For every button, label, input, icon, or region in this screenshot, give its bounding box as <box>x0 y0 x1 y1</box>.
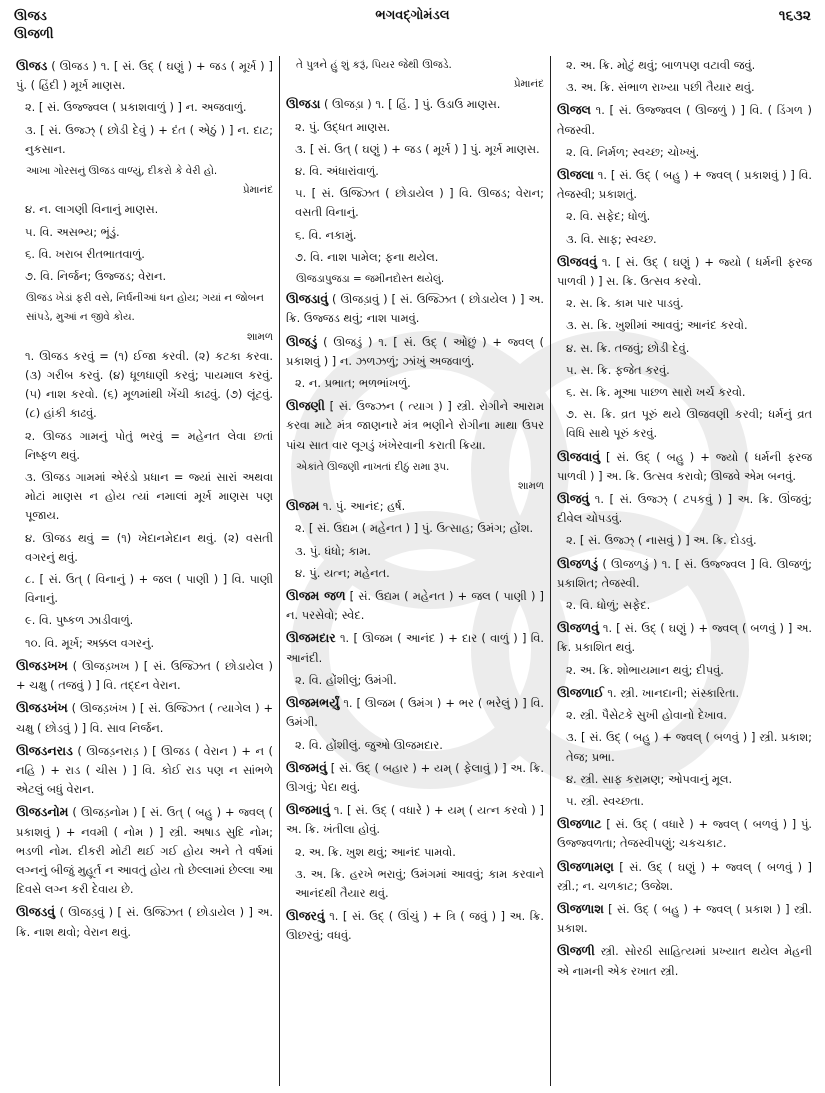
dictionary-entry <box>286 800 544 839</box>
sense-line: ૨. સ. ક્રિ. કામ પાર પાડવું. <box>566 296 684 311</box>
sense-line: ૩. [ સં. ઉદ્ ( બહુ ) + જ્વલ્ ( બળવું ) ] સ્ત્રી. પ્રકાશ; તેજ; પ્રભા. <box>566 730 812 764</box>
dictionary-entry <box>286 628 544 667</box>
headword: ઊજળી <box>557 943 595 959</box>
sense-line: ૩. સ. ક્રિ. ખુશીમાં આવવું; આનંદ કરવો. <box>566 318 748 333</box>
column-3 <box>551 56 818 1086</box>
sense-line: ૮. [ સં. ઉત્ ( વિનાનું ) + જલ ( પાણી ) ] વિ. પાણી વિનાનું. <box>25 572 273 606</box>
dictionary-entry <box>286 94 544 114</box>
dictionary-entry <box>286 396 544 455</box>
sense-line: ૨. પું. ઉદ્ધત માણસ. <box>295 119 391 134</box>
dictionary-entry <box>286 586 544 625</box>
definition-text: [ સં. ઉદ્ ( બહુ ) + જ્વલ્ ( પ્રકાશ ) ] સ્ત્રી. પ્રકાશ. <box>557 901 812 936</box>
dictionary-entry <box>16 656 273 695</box>
guide-word-last: ઊજળી <box>14 27 54 42</box>
sense-line: ૪. ઊજડ થવું = (૧) ખેદાનમેદાન થવું. (૨) વસતી વગરનું થવું. <box>25 530 273 564</box>
page-number: ૧૬૩૨ <box>778 8 811 24</box>
sense-line: ૭. વિ. નિર્જન; ઉજ્જડ; વેરાન. <box>25 269 167 284</box>
sense-line: ૨. વિ. સફેદ; ધોળું. <box>566 209 651 224</box>
definition-text: ( ઊજડ઼ખખ ) [ સં. ઉજ્ઝિત ( છોડાયેલ ) + ચક્ષુ ( તજવું ) ] વિ. તદ્દન વેરાન. <box>16 658 273 693</box>
headword: ઊજલ <box>557 102 591 118</box>
sense-line: ૫. [ સં. ઉજ્ઝિત ( છોડાયેલ ) ] વિ. ઊજડ; વેરાન; વસતી વિનાનું. <box>295 186 544 220</box>
headword: ઊજડા <box>286 96 321 112</box>
sense-line: ૨. અ. ક્રિ. મોટું થવું; બાળપણ વટાવી જવું. <box>566 58 756 72</box>
quotation-source: શામળ <box>247 330 273 343</box>
definition-text: ( ઊજડ઼નોમ ) [ સં. ઉત્ ( બહુ ) + જ્વલ્ ( પ્રકાશવું ) + નવમી ( નોમ ) ] સ્ત્રી. અષાડ સુદિ નોમ; ભડળી નોમ. દીકરી મોટી થઈ ગઈ હોય અને તે વર્ષમાં લગ્નનું બીજું મુહૂર્ત ન આવતું હોય તો છેલ્લામાં છેલ્લા આ દિવસે લગ્ન કરી દેવાય છે. <box>16 805 273 897</box>
dictionary-entry <box>286 758 544 797</box>
definition-text: [ સં. ઉજ્ઝન ( ત્યાગ ) ] સ્ત્રી. રોગીને આરામ કરવા માટે મંત્ર જાણનારે મંત્ર ભણીને રોગીના માથા ઉપર પાંચ સાત વાર લૂગડું ખંખેરવાની કરાતી ક્રિયા. <box>286 399 544 452</box>
sense-line: ૩. વિ. સાફ; સ્વચ્છ. <box>566 231 657 246</box>
headword: ઊજડવું <box>16 904 56 920</box>
headword: ઊજડાવું <box>286 291 329 307</box>
sense-line: ૫. વિ. અસભ્ય; ભૂંડું. <box>25 224 120 239</box>
definition-text: ( ઊજડું ) ૧. [ સં. ઉદ્ ( ઓછું ) + જ્વલ્ ( પ્રકાશવું ) ] ન. ઝળઝળું; ઝાંખું અજવાળું. <box>286 334 544 368</box>
sense-line: ૩. [ સં. ઉત્ ( ઘણું ) + જડ ( મૂર્ખ ) ] પું. મૂર્ખ માણસ. <box>295 141 540 156</box>
headword: ઊજળાઈ <box>557 684 604 700</box>
sense-line: ૨. વિ. હોંશીલું. જુઓ ઊજમદાર. <box>295 737 443 752</box>
definition-text: ( ઊજડ઼નરાડ઼ ) [ ઊજડ ( વેરાન ) + ન ( નહિ ) + રાડ ( ચીસ ) ] વિ. કોઈ રાડ પણ ન સાંભળે એટલું બધું વેરાન. <box>16 743 273 797</box>
quotation: ઊજડ ખેડાં ફરી વસે, નિર્ધનીઆં ધન હોય; ગયાં ન જોબન સાંપડે, મુઆં ન જીવે કોય. <box>26 292 264 324</box>
definition-text: ૧. [ સં. ઉદ્ ( ઘણું ) + જ્વલ્ ( બળવું ) ] અ. ક્રિ. પ્રકાશિત થવું. <box>557 621 812 655</box>
definition-text: ( ઊજડ઼ા ) ૧. [ હિં. ] પું. ઉડાઉ માણસ. <box>320 97 501 112</box>
sense-line: ૪. ન. લાગણી વિનાનું માણસ. <box>25 202 159 217</box>
headword: ઊજમ <box>286 498 320 514</box>
definition-text: ૧. સ્ત્રી. ખાનદાની; સંસ્કારિતા. <box>603 685 740 700</box>
headword: ઊજવાવું <box>557 448 601 464</box>
definition-text: ૧. [ સં. ઉજ્જ્વલ ( ઊજળું ) ] વિ. ( ડિંગળ ) તેજસ્વી. <box>557 103 812 137</box>
headword: ઊજરવું <box>286 908 325 924</box>
definition-text: સ્ત્રી. સોરઠી સાહિત્યમાં પ્રખ્યાત થયેલ મેહની એ નામની એક રખાત સ્ત્રી. <box>557 944 812 978</box>
headword: ઊજડનરાડ <box>16 742 73 758</box>
definition-text: [ સં. ઉદ્ ( બહુ ) + જ્યો ( ધર્મની ફરજ પાળવી ) ] અ. ક્રિ. ઉત્સવ કરાવો; ઊજવે એમ બનવું. <box>557 449 812 483</box>
quotation: તે પુત્રને હું શું કરૂં, પિયર જેથી ઊજડે. <box>296 59 452 71</box>
sense-line: ૬. વિ. નકામું. <box>295 227 357 242</box>
dictionary-entry <box>16 56 273 95</box>
definition-text: ૧. [ સં. ઉદ્ ( બહુ ) + જ્વલ્ ( પ્રકાશવું ) ] વિ. તેજસ્વી; પ્રકાશતું. <box>557 168 812 202</box>
headword: ઊજડું <box>286 333 318 349</box>
definition-text: [ સં. ઉદ્યમ ( મહેનત ) + જલ ( પાણી ) ] ન. પરસેવો; સ્વેદ. <box>286 589 544 623</box>
sense-line: ૩. અ. ક્રિ. સંભાળ રાખ્યા પછી તૈયાર થવું. <box>566 80 755 95</box>
sense-line: ૪. વિ. અંધારાંવાળું. <box>295 164 379 179</box>
quotation-source: પ્રેમાનંદ <box>242 184 273 197</box>
sense-line: ૭. સ. ક્રિ. વ્રત પૂરું થયે ઊજવણી કરવી; ધર્મનું વ્રત વિધિ સાથે પૂરું કરવું. <box>566 407 812 441</box>
sense-line: ૨. અ. ક્રિ. ખુશ થવું; આનંદ પામવો. <box>295 844 456 859</box>
dictionary-entry <box>557 814 812 853</box>
definition-text: ( ઊજળડું ) ૧. [ સં. ઉજ્જ્વલ ] વિ. ઊજળું; પ્રકાશિત; તેજસ્વી. <box>557 556 812 590</box>
dictionary-entry <box>557 554 812 593</box>
sense-line: ૨. ન. પ્રભાત; ભળભાંખળું. <box>295 376 411 391</box>
dictionary-entry <box>557 252 812 291</box>
definition-text: [ સં. ઉદ્ ( વધારે ) + જ્વલ્ ( બળવું ) ] પું. ઉજ્જ્વળતા; તેજસ્વીપણું; ચકચકાટ. <box>557 817 812 851</box>
sense-line: ૨. વિ. હોંશીલું; ઉમંગી. <box>295 672 397 687</box>
dictionary-entry <box>557 165 812 204</box>
sense-line: ૩. ઊજડ ગામમાં એરંડો પ્રધાન = જ્યાં સારાં અથવા મોટાં માણસ ન હોય ત્યાં નમાલાં મૂર્ખ માણસ પણ પૂજાય. <box>25 470 273 523</box>
quotation: ઊજડાપુજડા = જમીનદોસ્ત થયેલું. <box>296 273 445 286</box>
page-header <box>0 0 825 52</box>
headword: ઊજડખંખ <box>16 700 68 716</box>
headword: ઊજમ જળ <box>286 588 346 604</box>
headword: ઊજમાવું <box>286 802 331 818</box>
dictionary-entry <box>557 899 812 938</box>
headword: ઊજળાટ <box>557 816 602 832</box>
sense-line: ૨. [ સં. ઉદ્યમ ( મહેનત ) ] પું. ઉત્સાહ; ઉમંગ; હોંશ. <box>295 521 534 536</box>
headword: ઊજમદાર <box>286 630 336 646</box>
sense-line: ૨. ઊજડ ગામનું પોતું ભરવું = મહેનત લેવા છતાં નિષ્ફળ થવું. <box>25 428 273 462</box>
sense-line: ૯. વિ. પુષ્કળ ઝાડીવાળું. <box>25 613 134 628</box>
definition-text: ૧. [ સં. ઉદ્ ( ઊંચું ) + ત્રિ ( જવું ) ] અ. ક્રિ. ઊછરવું; વધવું. <box>286 909 544 943</box>
headword: ઊજળાશ <box>557 900 604 916</box>
dictionary-entry <box>16 698 273 737</box>
dictionary-entry <box>286 496 544 516</box>
sense-line: ૩. [ સં. ઉજ્ઝ્ ( છોડી દેવું ) + દંત ( એઠું ) ] ન. દાટ; નુકસાન. <box>25 122 273 156</box>
headword: ઊજડ <box>16 58 48 73</box>
quotation-source: શામળ <box>518 480 544 493</box>
definition-text: ૧. [ સં. ઉદ્ ( ઘણું ) + જ્યો ( ધર્મની ફરજ પાળવી ) ] સ. ક્રિ. ઉત્સવ કરવો. <box>557 254 812 289</box>
sense-line: ૭. વિ. નાશ પામેલ; ફના થયેલ. <box>295 249 439 264</box>
sense-line: ૪. પું. યત્ન; મહેનત. <box>295 565 390 580</box>
dictionary-entry <box>16 902 273 941</box>
dictionary-entry <box>16 741 273 800</box>
page-title: ભગવદ્ગોમંડલ <box>375 8 450 23</box>
dictionary-entry <box>557 447 812 486</box>
definition-text: ૧. પું. આનંદ; હર્ષ. <box>319 499 406 514</box>
headword: ઊજડનોમ <box>16 804 69 820</box>
sense-line: ૨. વિ. નિર્મળ; સ્વચ્છ; ચોખ્ખું. <box>566 144 700 159</box>
headword: ઊજવું <box>557 491 590 507</box>
dictionary-entry <box>557 857 812 896</box>
sense-line: ૧૦. વિ. મૂર્ખ; અક્કલ વગરનું. <box>25 635 155 650</box>
dictionary-entry <box>286 289 544 328</box>
headword: ઊજલા <box>557 167 594 183</box>
headword: ઊજળવું <box>557 620 599 636</box>
column-1 <box>10 56 280 1086</box>
dictionary-entry <box>557 618 812 657</box>
definition-text: ( ઊજડ઼ખંખ ) [ સં. ઉજ્ઝિત ( ત્યાગેલ ) + ચક્ષુ ( છોડવું ) ] વિ. સાવ નિર્જન. <box>16 701 273 735</box>
definition-text: ૧. [ સં. ઉજ્ઝ્ ( ટપકવું ) ] અ. ક્રિ. ઊંજવું; દીવેલ ચોપડવું. <box>557 492 812 526</box>
definition-text: ( ઊજડ઼વું ) [ સં. ઉજ્ઝિત ( છોડાયેલ ) ] અ. ક્રિ. નાશ થવો; વેરાન થવું. <box>16 905 273 939</box>
sense-line: ૩. અ. ક્રિ. હરખે ભરાવું; ઉમંગમાં આવવું; કામ કરવાને આનંદથી તૈયાર થવું. <box>295 866 544 900</box>
headword: ઊજમવું <box>286 759 328 775</box>
definition-text: ૧. [ ઊજમ ( આનંદ ) + દાર ( વાળું ) ] વિ. આનંદી. <box>286 631 544 665</box>
dictionary-entry <box>286 693 544 732</box>
headword: ઊજળડું <box>557 555 599 571</box>
dictionary-entry <box>286 906 544 945</box>
definition-text: ૧. [ સં. ઉદ્ ( વધારે ) + યમ્ ( યત્ન કરવો ) ] અ. ક્રિ. ખંતીલા હોવું. <box>286 803 544 837</box>
dictionary-entry <box>557 941 812 980</box>
sense-line: ૨. સ્ત્રી. પૈસેટકે સુખી હોવાનો દેખાવ. <box>566 708 728 723</box>
definition-text: ( ઊજડ઼ાવું ) [ સં. ઉજ્ઝિત ( છોડાયેલ ) ] અ. ક્રિ. ઉજ્જડ થવું; નાશ પામવું. <box>286 292 544 326</box>
dictionary-entry <box>557 100 812 139</box>
sense-line: ૪. સ. ક્રિ. તજવું; છોડી દેવું. <box>566 340 690 355</box>
definition-text: ૧. [ ઊજમ ( ઉમંગ ) + ભર ( ભરેલું ) ] વિ. ઉમંગી. <box>286 696 544 730</box>
headword: ઊજમભર્યું <box>286 695 340 711</box>
dictionary-entry <box>16 802 273 899</box>
quotation: એકાંતે ઊજણી નાખતાં દીઠું રામા રૂપ. <box>296 460 450 473</box>
sense-line: ૨. અ. ક્રિ. શોભાયમાન થવું; દીપવું. <box>566 662 724 677</box>
headword: ઊજળામણ <box>557 858 614 874</box>
definition-text: ( ઊજડ ) ૧. [ સં. ઉદ્ ( ઘણું ) + જડ ( મૂર્ખ ) ] પું. ( હિંદી ) મૂર્ખ માણસ. <box>16 59 273 93</box>
dictionary-entry <box>557 489 812 528</box>
definition-text: [ સં. ઉદ્ ( ઘણું ) + જ્વલ્ ( બળવું ) ] સ્ત્રી.; ન. ચળકાટ; ઉજેશ. <box>557 859 812 893</box>
dictionary-columns <box>10 56 818 1086</box>
sense-line: ૩. પું. ધંધો; કામ. <box>295 543 371 558</box>
sense-line: ૬. વિ. ખરાબ રીતભાતવાળું. <box>25 246 145 261</box>
dictionary-entry <box>557 683 812 703</box>
sense-line: ૨. વિ. ધોળું; સફેદ. <box>566 598 651 613</box>
sense-line: ૨. [ સં. ઉજ્ઝ્ ( નાસવું ) ] અ. ક્રિ. દોડવું. <box>566 533 757 548</box>
sense-line: ૫. સ્ત્રી. સ્વચ્છતા. <box>566 793 645 808</box>
sense-line: ૫. સ. ક્રિ. ફજેત કરવું. <box>566 362 670 377</box>
sense-line: ૬. સ. ક્રિ. મૂઆ પાછળ સારો ખર્ચ કરવો. <box>566 385 746 400</box>
definition-text: [ સં. ઉદ્ ( બહાર ) + યમ્ ( ફેલાવું ) ] અ. ક્રિ. ઊગવું; પેદા થવું. <box>286 760 544 794</box>
sense-line: ૨. [ સં. ઉજ્જ્વલ ( પ્રકાશવાળું ) ] ન. અજવાળું. <box>25 100 247 115</box>
sense-line: ૧. ઊજડ કરવું = (૧) ઈજા કરવી. (૨) કટકા કરવા. (૩) ગરીબ કરવું. (૪) ધૂળધાણી કરવું; પાયમાલ કરવું. (૫) નાશ કરવો. (૬) મૂળમાંથી ખેંચી કાઢવું. (૭) લૂંટવું. (૮) હાંકી કાઢવું. <box>25 348 273 421</box>
headword: ઊજણી <box>286 398 325 414</box>
column-2 <box>280 56 551 1086</box>
quotation: આખા ગોરસનું ઊજડ વાળ્યું, દીકરો કે વેરી હો. <box>26 165 218 178</box>
guide-word-first: ઊજડ <box>14 9 47 24</box>
sense-line: ૪. સ્ત્રી. સાફ કરામણ; ઓપવાનું મૂલ. <box>566 771 733 786</box>
headword: ઊજડખખ <box>16 657 68 673</box>
headword: ઊજવવું <box>557 253 597 269</box>
dictionary-entry <box>286 332 544 371</box>
quotation-source: પ્રેમાનંદ <box>513 78 544 91</box>
